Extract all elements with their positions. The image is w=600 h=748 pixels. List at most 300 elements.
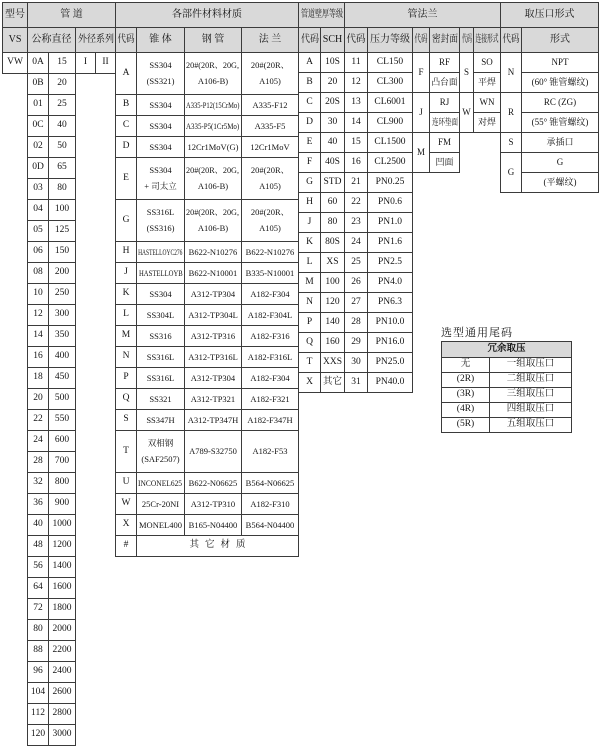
dn-code-cell bbox=[27, 703, 49, 725]
dn-value-cell-text: 2000 bbox=[52, 624, 72, 635]
pressure-code-cell-text: 16 bbox=[351, 156, 361, 167]
sch-value-cell-text: 140 bbox=[325, 316, 340, 327]
dn-code-cell-text: 24 bbox=[33, 435, 43, 446]
dn-value-cell bbox=[48, 514, 76, 536]
mat-code-cell bbox=[115, 346, 137, 368]
mat-cone-cell-text: MONEL400 bbox=[139, 519, 182, 530]
suffix-desc-cell-text: 二组取压口 bbox=[506, 374, 555, 385]
mat-cone-cell bbox=[136, 199, 185, 242]
mat-cone-cell-text: (SAF2507) bbox=[141, 454, 180, 465]
header-sub-cell-text: 代码 bbox=[117, 33, 135, 45]
mat-cone-cell-text: SS304 bbox=[149, 59, 172, 70]
dn-code-cell bbox=[27, 430, 49, 452]
sch-value-cell-text: XXS bbox=[322, 356, 342, 367]
tap-code-cell bbox=[500, 52, 522, 93]
pressure-code-cell bbox=[344, 172, 368, 193]
conn-type-cell-text: 平焊 bbox=[477, 76, 496, 87]
sch-value-cell-text: 10S bbox=[325, 56, 340, 67]
dn-code-cell-text: 04 bbox=[33, 204, 43, 215]
mat-flange-cell-text: B335-N10001 bbox=[245, 267, 295, 278]
dn-code-cell bbox=[27, 262, 49, 284]
dn-code-cell bbox=[27, 367, 49, 389]
mat-flange-cell-text: 12Cr1MoV bbox=[250, 141, 290, 152]
pressure-value-cell bbox=[367, 112, 413, 133]
mat-pipe-cell bbox=[184, 283, 242, 305]
mat-flange-cell bbox=[241, 199, 299, 242]
mat-cone-cell-text: SS304 bbox=[149, 141, 172, 152]
header-sub-cell bbox=[412, 27, 430, 53]
sch-value-cell bbox=[320, 252, 345, 273]
dn-code-cell bbox=[27, 346, 49, 368]
pressure-value-cell-text: CL900 bbox=[376, 116, 404, 127]
mat-flange-cell bbox=[241, 262, 299, 284]
mat-cone-cell-text: SS304L bbox=[146, 309, 175, 320]
dn-value-cell bbox=[48, 493, 76, 515]
pressure-code-cell bbox=[344, 72, 368, 93]
suffix-desc-cell bbox=[489, 417, 572, 433]
mat-cone-cell bbox=[136, 367, 185, 389]
sch-code-cell-text: E bbox=[306, 136, 313, 147]
header-group-cell-text: 取压口形式 bbox=[524, 8, 575, 20]
dn-code-cell-text: 01 bbox=[33, 99, 43, 110]
dn-code-cell-text: 104 bbox=[30, 687, 46, 698]
dn-code-cell-text: 72 bbox=[33, 603, 43, 614]
dn-code-cell-text: 88 bbox=[33, 645, 43, 656]
tap-form-cell bbox=[521, 52, 599, 73]
mat-code-cell-text: W bbox=[121, 498, 131, 509]
suffix-desc-cell-text: 四组取压口 bbox=[506, 404, 555, 415]
mat-flange-cell bbox=[241, 136, 299, 158]
seal-code-cell-text: J bbox=[419, 106, 423, 117]
pressure-code-cell-text: 28 bbox=[351, 316, 361, 327]
dn-code-cell bbox=[27, 514, 49, 536]
header-sub-cell bbox=[298, 27, 321, 53]
pressure-code-cell bbox=[344, 232, 368, 253]
mat-code-cell bbox=[115, 304, 137, 326]
header-group-cell-text: 各部件材料材质 bbox=[172, 8, 242, 20]
sch-value-cell-text: 60 bbox=[327, 196, 338, 207]
pressure-code-cell-text: 21 bbox=[351, 176, 361, 187]
pressure-code-cell-text: 26 bbox=[351, 276, 361, 287]
dn-value-cell-text: 3000 bbox=[52, 729, 72, 740]
header-group-cell-text: 管 道 bbox=[60, 8, 83, 20]
sch-value-cell bbox=[320, 192, 345, 213]
pressure-value-cell bbox=[367, 152, 413, 173]
pressure-code-cell bbox=[344, 152, 368, 173]
dn-value-cell bbox=[48, 178, 76, 200]
seal-face-cell-text: 凹面 bbox=[435, 156, 454, 167]
mat-cone-cell bbox=[136, 262, 185, 284]
mat-pipe-cell bbox=[184, 346, 242, 368]
sch-value-cell-text: 80 bbox=[327, 216, 338, 227]
suffix-key-cell-text: 无 bbox=[460, 359, 471, 370]
conn-type-cell bbox=[473, 52, 501, 73]
sch-value-cell bbox=[320, 352, 345, 373]
sch-value-cell bbox=[320, 72, 345, 93]
seal-code-cell bbox=[412, 132, 430, 173]
suffix-desc-cell-text: 一组取压口 bbox=[506, 359, 555, 370]
dn-value-cell-text: 150 bbox=[54, 246, 70, 257]
tap-form-cell-text: (60° 锥管螺纹) bbox=[531, 76, 589, 87]
sch-value-cell-text: 40S bbox=[325, 156, 340, 167]
mat-pipe-cell-text: A789-S32750 bbox=[189, 446, 237, 457]
pressure-code-cell bbox=[344, 312, 368, 333]
mat-flange-cell-text: A182-F347H bbox=[247, 414, 293, 425]
model-code-cell-text: VW bbox=[7, 57, 23, 68]
pressure-code-cell bbox=[344, 112, 368, 133]
dn-code-cell-text: 05 bbox=[33, 225, 43, 236]
pressure-value-cell-text: PN25.0 bbox=[375, 356, 405, 367]
mat-code-cell-text: P bbox=[123, 372, 129, 383]
pressure-value-cell-text: CL300 bbox=[376, 76, 404, 87]
pressure-value-cell bbox=[367, 212, 413, 233]
mat-flange-cell bbox=[241, 157, 299, 200]
dn-code-cell bbox=[27, 283, 49, 305]
dn-value-cell bbox=[48, 703, 76, 725]
suffix-key-cell-text: (4R) bbox=[456, 404, 475, 415]
sch-code-cell-text: A bbox=[306, 56, 313, 67]
dn-value-cell-text: 2400 bbox=[52, 666, 72, 677]
tap-code-cell-text: R bbox=[507, 106, 514, 117]
mat-flange-cell bbox=[241, 493, 299, 515]
dn-value-cell bbox=[48, 325, 76, 347]
mat-pipe-cell bbox=[184, 430, 242, 473]
mat-pipe-cell-text: 20#(20R、20G, bbox=[186, 206, 240, 217]
pressure-code-cell bbox=[344, 52, 368, 73]
header-group-cell-text: 管道壁厚等级 bbox=[300, 8, 343, 20]
dn-code-cell bbox=[27, 325, 49, 347]
mat-flange-cell bbox=[241, 472, 299, 494]
tap-form-cell bbox=[521, 132, 599, 153]
dn-value-cell-text: 900 bbox=[54, 498, 70, 509]
suffix-key-cell-text: (2R) bbox=[456, 374, 475, 385]
mat-flange-cell bbox=[241, 388, 299, 410]
dn-value-cell bbox=[48, 73, 76, 95]
pressure-code-cell-text: 29 bbox=[351, 336, 361, 347]
dn-code-cell-text: 0B bbox=[32, 78, 44, 89]
sch-value-cell-text: 40 bbox=[327, 136, 338, 147]
sch-value-cell-text: 其它 bbox=[322, 376, 342, 387]
header-sub-cell bbox=[241, 27, 299, 53]
dn-value-cell-text: 600 bbox=[54, 435, 70, 446]
mat-flange-cell bbox=[241, 367, 299, 389]
dn-value-cell bbox=[48, 409, 76, 431]
dn-value-cell-text: 1400 bbox=[52, 561, 72, 572]
conn-type-cell-text: WN bbox=[479, 96, 495, 107]
mat-code-cell bbox=[115, 241, 137, 263]
sch-code-cell bbox=[298, 152, 321, 173]
dn-code-cell-text: 28 bbox=[33, 456, 43, 467]
mat-cone-cell-text: (SS316) bbox=[146, 223, 175, 234]
dn-code-cell bbox=[27, 220, 49, 242]
dn-value-cell-text: 2600 bbox=[52, 687, 72, 698]
header-sub-cell bbox=[136, 27, 185, 53]
header-sub-cell bbox=[320, 27, 345, 53]
mat-flange-cell bbox=[241, 115, 299, 137]
dn-code-cell bbox=[27, 115, 49, 137]
mat-code-cell-text: Q bbox=[122, 393, 130, 404]
mat-code-cell-text: T bbox=[123, 445, 129, 456]
mat-pipe-cell-text: A312-TP316 bbox=[190, 330, 236, 341]
dn-code-cell bbox=[27, 682, 49, 704]
sch-code-cell-text: D bbox=[306, 116, 313, 127]
pressure-code-cell-text: 13 bbox=[351, 96, 361, 107]
dn-code-cell-text: 0C bbox=[32, 120, 44, 131]
mat-code-cell bbox=[115, 52, 137, 95]
header-sub-cell bbox=[521, 27, 599, 53]
series-cell-text: I bbox=[83, 57, 88, 68]
dn-value-cell bbox=[48, 262, 76, 284]
mat-code-cell-text: U bbox=[122, 477, 130, 488]
mat-pipe-cell bbox=[184, 157, 242, 200]
mat-code-cell-text: # bbox=[123, 540, 129, 551]
seal-face-cell bbox=[429, 132, 460, 153]
header-sub-cell bbox=[115, 27, 137, 53]
mat-cone-cell bbox=[136, 325, 185, 347]
dn-code-cell bbox=[27, 157, 49, 179]
dn-value-cell-text: 800 bbox=[54, 477, 70, 488]
pressure-value-cell-text: CL2500 bbox=[374, 156, 406, 167]
header-group-cell bbox=[2, 2, 28, 28]
sch-code-cell bbox=[298, 312, 321, 333]
pressure-code-cell-text: 11 bbox=[351, 56, 361, 67]
mat-flange-cell bbox=[241, 283, 299, 305]
mat-cone-cell-text: 25Cr-20NI bbox=[141, 498, 180, 509]
dn-value-cell-text: 20 bbox=[57, 78, 67, 89]
dn-code-cell-text: 12 bbox=[33, 309, 43, 320]
pressure-code-cell-text: 14 bbox=[351, 116, 361, 127]
suffix-key-cell-text: (3R) bbox=[456, 389, 475, 400]
suffix-desc-cell bbox=[489, 372, 572, 388]
sch-code-cell-text: Q bbox=[306, 336, 313, 347]
sch-value-cell bbox=[320, 112, 345, 133]
header-sub-cell-text: 密封面 bbox=[431, 33, 458, 45]
dn-value-cell-text: 2200 bbox=[52, 645, 72, 656]
pressure-value-cell bbox=[367, 312, 413, 333]
sch-code-cell-text: L bbox=[306, 256, 313, 267]
dn-value-cell bbox=[48, 640, 76, 662]
suffix-key-cell bbox=[441, 387, 490, 403]
mat-cone-cell bbox=[136, 472, 185, 494]
sch-code-cell-text: X bbox=[306, 376, 313, 387]
dn-code-cell-text: 96 bbox=[33, 666, 43, 677]
tap-form-cell-text: G bbox=[556, 156, 564, 167]
sch-code-cell bbox=[298, 52, 321, 73]
suffix-header-cell bbox=[441, 341, 572, 358]
sch-value-cell-text: 100 bbox=[325, 276, 340, 287]
pressure-code-cell bbox=[344, 212, 368, 233]
mat-pipe-cell bbox=[184, 493, 242, 515]
header-sub-cell-text: 外径系列 bbox=[77, 33, 114, 45]
dn-code-cell bbox=[27, 304, 49, 326]
mat-pipe-cell-text: A335-P5(1Cr5Mo) bbox=[186, 120, 240, 131]
suffix-desc-cell bbox=[489, 402, 572, 418]
mat-cone-cell bbox=[136, 157, 185, 200]
mat-pipe-cell bbox=[184, 472, 242, 494]
tap-code-cell bbox=[500, 92, 522, 133]
header-sub-cell-text: 钢 管 bbox=[201, 33, 225, 45]
tap-code-cell-text: N bbox=[507, 66, 515, 77]
mat-code-cell bbox=[115, 199, 137, 242]
mat-cone-cell-text: SS304 bbox=[149, 164, 172, 175]
sch-value-cell-text: 20 bbox=[327, 76, 338, 87]
sch-code-cell bbox=[298, 232, 321, 253]
pressure-code-cell-text: 24 bbox=[351, 236, 361, 247]
conn-code-cell-text: S bbox=[463, 66, 469, 77]
header-sub-cell bbox=[27, 27, 76, 53]
dn-code-cell-text: 10 bbox=[33, 288, 43, 299]
dn-code-cell-text: 02 bbox=[33, 141, 43, 152]
pressure-value-cell bbox=[367, 92, 413, 113]
dn-code-cell bbox=[27, 241, 49, 263]
pressure-code-cell-text: 22 bbox=[351, 196, 361, 207]
pressure-code-cell-text: 23 bbox=[351, 216, 361, 227]
dn-value-cell-text: 250 bbox=[54, 288, 70, 299]
dn-code-cell bbox=[27, 577, 49, 599]
header-sub-cell-text: VS bbox=[8, 33, 22, 45]
mat-cone-cell-text: (SS321) bbox=[146, 76, 175, 87]
dn-value-cell bbox=[48, 241, 76, 263]
sch-code-cell bbox=[298, 292, 321, 313]
dn-code-cell-text: 64 bbox=[33, 582, 43, 593]
dn-code-cell-text: 40 bbox=[33, 519, 43, 530]
sch-code-cell bbox=[298, 332, 321, 353]
dn-code-cell bbox=[27, 178, 49, 200]
mat-flange-cell bbox=[241, 346, 299, 368]
dn-code-cell bbox=[27, 535, 49, 557]
pressure-value-cell bbox=[367, 292, 413, 313]
mat-cone-cell bbox=[136, 241, 185, 263]
mat-flange-cell bbox=[241, 94, 299, 116]
dn-code-cell bbox=[27, 598, 49, 620]
conn-type-cell-text: SO bbox=[481, 56, 493, 67]
mat-code-cell bbox=[115, 325, 137, 347]
mat-pipe-cell-text: B622-N06625 bbox=[188, 477, 238, 488]
seal-face-cell-text: FM bbox=[437, 136, 451, 147]
sch-code-cell bbox=[298, 132, 321, 153]
header-sub-cell-text: 代码 bbox=[461, 33, 472, 45]
mat-code-cell-text: E bbox=[123, 172, 129, 183]
mat-code-cell bbox=[115, 493, 137, 515]
pressure-value-cell bbox=[367, 192, 413, 213]
mat-flange-cell-text: A182-F316L bbox=[247, 351, 293, 362]
dn-code-cell bbox=[27, 73, 49, 95]
dn-value-cell-text: 400 bbox=[54, 351, 70, 362]
dn-value-cell bbox=[48, 136, 76, 158]
dn-value-cell-text: 100 bbox=[54, 204, 70, 215]
header-sub-cell-text: SCH bbox=[322, 33, 343, 45]
mat-pipe-cell bbox=[184, 241, 242, 263]
pressure-value-cell-text: PN16.0 bbox=[375, 336, 405, 347]
dn-value-cell bbox=[48, 430, 76, 452]
mat-flange-cell bbox=[241, 325, 299, 347]
dn-code-cell bbox=[27, 388, 49, 410]
mat-pipe-cell-text: A106-B) bbox=[197, 223, 229, 234]
pressure-value-cell bbox=[367, 52, 413, 73]
mat-cone-cell-text: + 司太立 bbox=[144, 181, 177, 192]
dn-code-cell-text: 56 bbox=[33, 561, 43, 572]
dn-value-cell bbox=[48, 304, 76, 326]
header-sub-cell-text: 代码 bbox=[300, 33, 319, 45]
mat-code-cell-text: S bbox=[123, 414, 129, 425]
mat-cone-cell bbox=[136, 283, 185, 305]
mat-code-cell-text: J bbox=[124, 267, 128, 278]
suffix-key-cell bbox=[441, 417, 490, 433]
mat-flange-cell bbox=[241, 430, 299, 473]
mat-code-cell bbox=[115, 262, 137, 284]
dn-value-cell-text: 15 bbox=[57, 57, 67, 68]
conn-type-cell bbox=[473, 72, 501, 93]
dn-code-cell bbox=[27, 661, 49, 683]
sch-value-cell bbox=[320, 312, 345, 333]
pressure-code-cell-text: 12 bbox=[351, 76, 361, 87]
dn-code-cell bbox=[27, 472, 49, 494]
dn-value-cell-text: 350 bbox=[54, 330, 70, 341]
mat-flange-cell-text: A182-F316 bbox=[250, 330, 290, 341]
sch-code-cell-text: G bbox=[306, 176, 313, 187]
dn-value-cell-text: 2800 bbox=[52, 708, 72, 719]
dn-value-cell bbox=[48, 598, 76, 620]
dn-value-cell-text: 40 bbox=[57, 120, 67, 131]
sch-value-cell bbox=[320, 152, 345, 173]
dn-value-cell bbox=[48, 283, 76, 305]
dn-code-cell bbox=[27, 409, 49, 431]
pressure-value-cell bbox=[367, 72, 413, 93]
dn-value-cell bbox=[48, 661, 76, 683]
header-group-cell bbox=[115, 2, 299, 28]
dn-code-cell bbox=[27, 94, 49, 116]
dn-code-cell bbox=[27, 619, 49, 641]
dn-value-cell-text: 500 bbox=[54, 393, 70, 404]
seal-face-cell-text: 凸台面 bbox=[431, 76, 458, 87]
dn-code-cell-text: 0A bbox=[32, 57, 44, 68]
mat-code-cell-text: N bbox=[122, 351, 130, 362]
dn-code-cell-text: 48 bbox=[33, 540, 43, 551]
sch-code-cell-text: J bbox=[307, 216, 312, 227]
sch-code-cell-text: K bbox=[306, 236, 313, 247]
header-group-cell-text: 管法兰 bbox=[407, 8, 438, 20]
dn-code-cell bbox=[27, 136, 49, 158]
dn-value-cell bbox=[48, 367, 76, 389]
mat-flange-cell-text: A335-F12 bbox=[252, 99, 288, 110]
mat-pipe-cell-text: 12Cr1MoV(G) bbox=[187, 141, 239, 152]
mat-cone-cell bbox=[136, 94, 185, 116]
pressure-value-cell-text: PN2.5 bbox=[377, 256, 403, 267]
mat-cone-cell bbox=[136, 388, 185, 410]
dn-code-cell-text: 18 bbox=[33, 372, 43, 383]
pressure-value-cell-text: CL1500 bbox=[374, 136, 406, 147]
mat-cone-cell bbox=[136, 115, 185, 137]
pressure-value-cell-text: PN10.0 bbox=[375, 316, 405, 327]
mat-pipe-cell-text: 20#(20R、20G, bbox=[186, 59, 240, 70]
mat-code-cell-text: M bbox=[121, 330, 131, 341]
header-sub-cell-text: 代码 bbox=[502, 33, 520, 45]
sch-value-cell-text: XS bbox=[326, 256, 339, 267]
dn-code-cell-text: 112 bbox=[31, 708, 45, 719]
mat-pipe-cell bbox=[184, 262, 242, 284]
mat-cone-cell-text: SS304 bbox=[149, 120, 172, 131]
model-code-cell bbox=[2, 52, 28, 74]
conn-type-cell bbox=[473, 92, 501, 113]
dn-code-cell-text: 03 bbox=[33, 183, 43, 194]
mat-flange-cell-text: 20#(20R、 bbox=[250, 164, 290, 175]
pressure-code-cell-text: 31 bbox=[351, 376, 361, 387]
mat-pipe-cell bbox=[184, 136, 242, 158]
dn-code-cell-text: 06 bbox=[33, 246, 43, 257]
pressure-value-cell bbox=[367, 352, 413, 373]
mat-code-cell bbox=[115, 94, 137, 116]
mat-cone-cell bbox=[136, 409, 185, 431]
